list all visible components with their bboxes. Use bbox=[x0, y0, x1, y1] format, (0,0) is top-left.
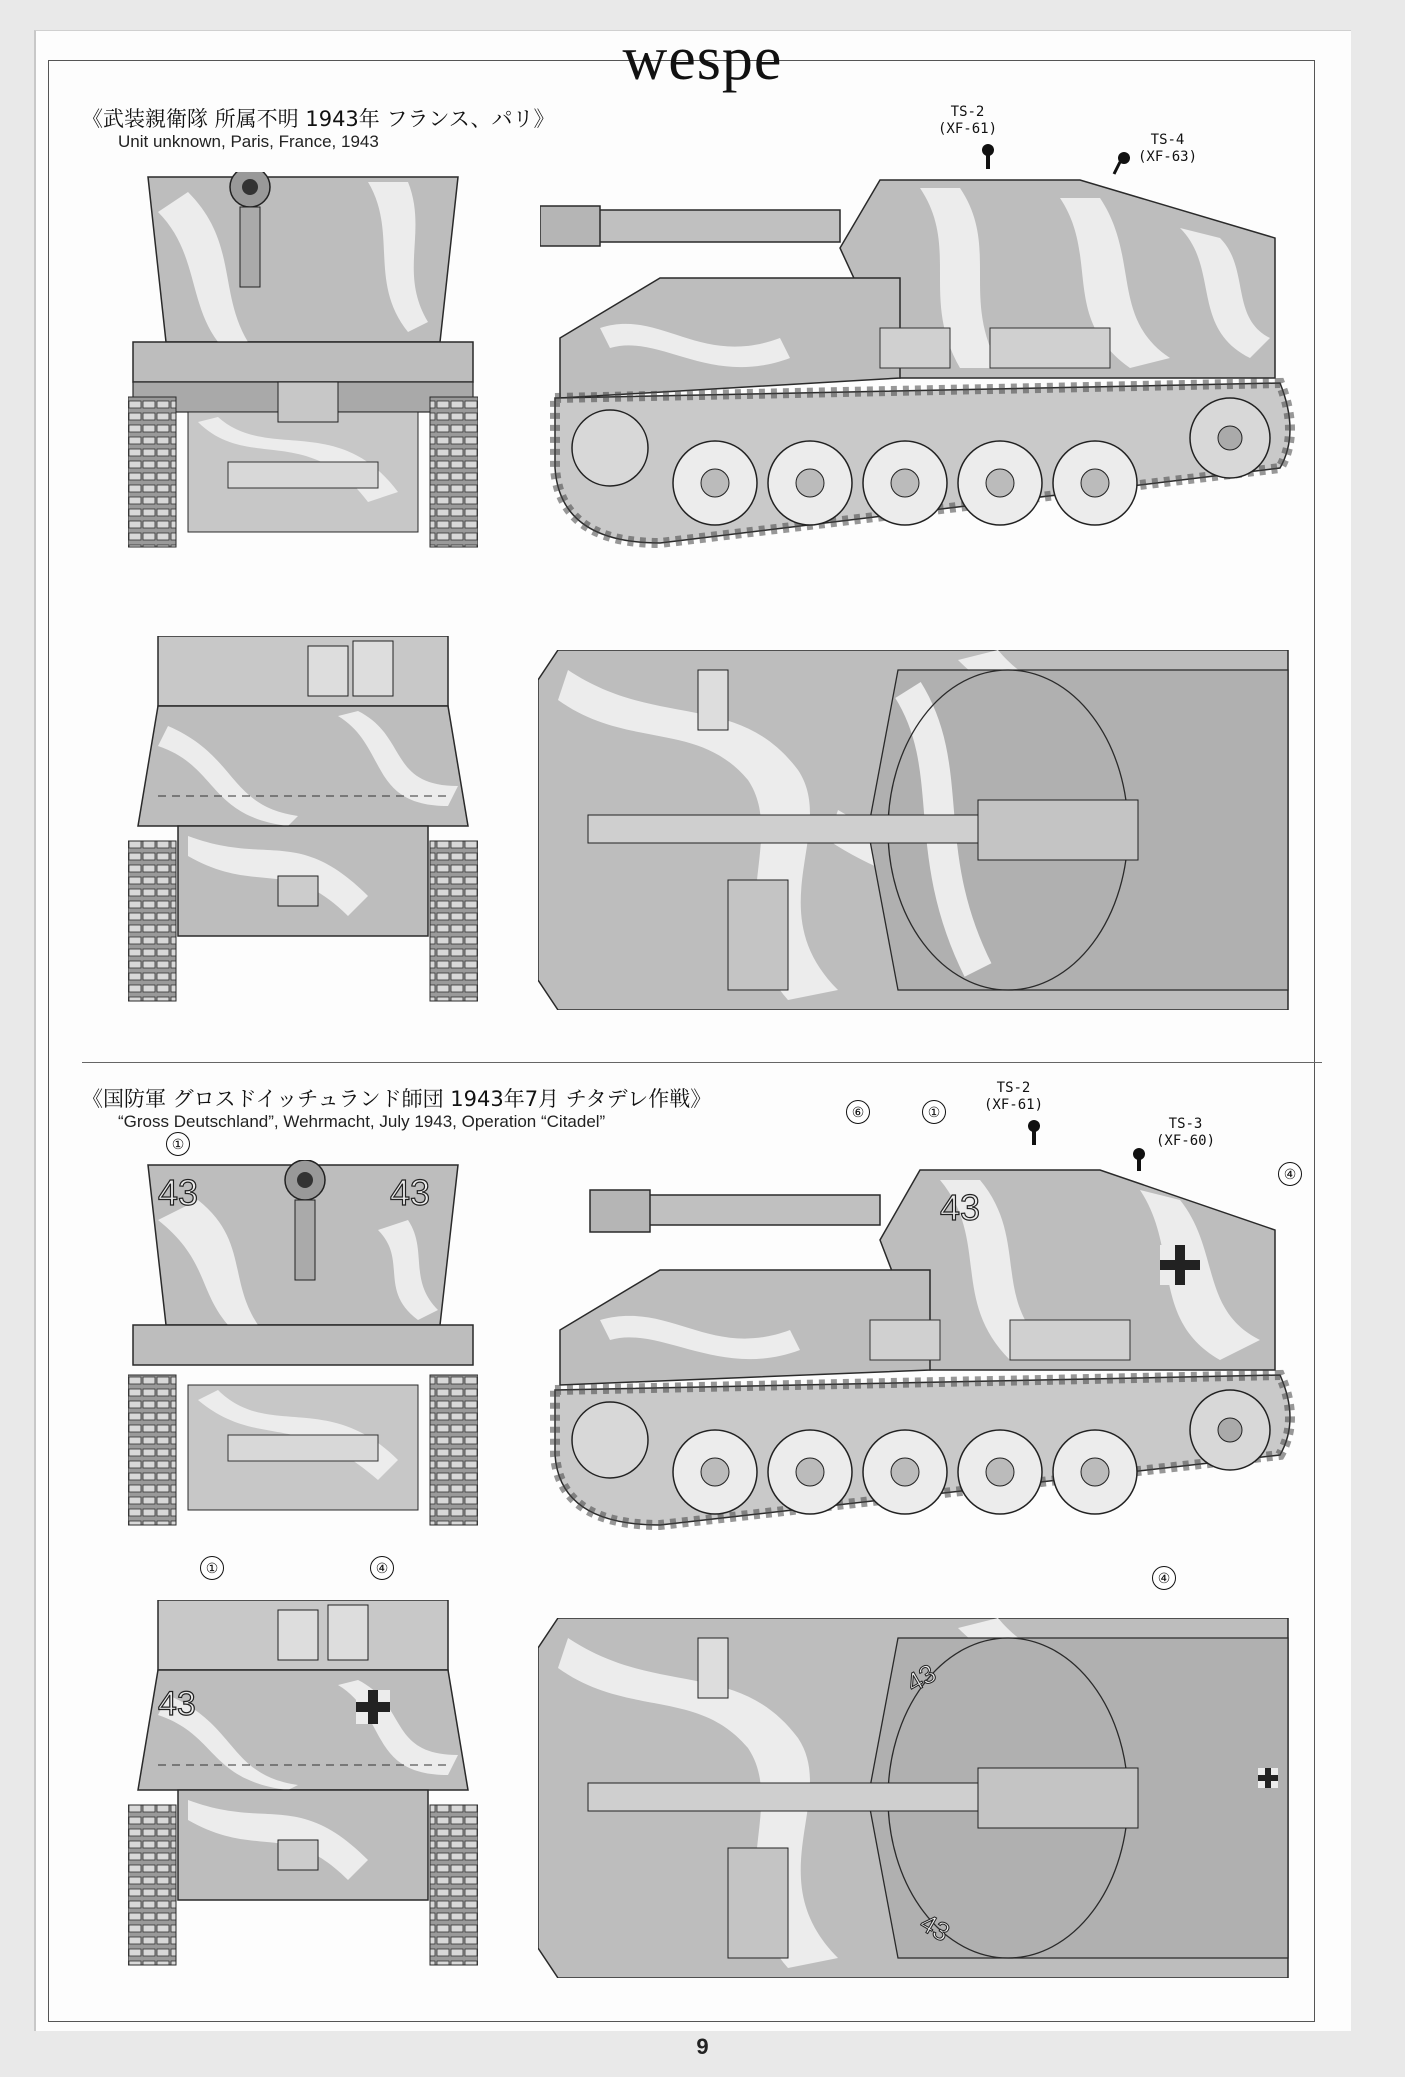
section-2-heading-jp: 《国防軍 グロスドイッチュランド師団 1943年7月 チタデレ作戦》 bbox=[82, 1087, 712, 1111]
vehicle-number-rear: 43 bbox=[158, 1685, 196, 1723]
marking-callout-side-4: ④ bbox=[1278, 1162, 1302, 1186]
marking-callout-top-4: ④ bbox=[1152, 1566, 1176, 1590]
vehicle-number-top-right: 43 bbox=[915, 1907, 956, 1948]
balkenkreuz-icon bbox=[356, 1690, 390, 1724]
vehicle-number-side: 43 bbox=[940, 1187, 981, 1228]
balkenkreuz-icon bbox=[1160, 1245, 1200, 1285]
paint-callout-2b: TS-3 (XF-60) bbox=[1156, 1116, 1216, 1149]
section-2-heading-en: “Gross Deutschland”, Wehrmacht, July 1943, Operation “Citadel” bbox=[118, 1112, 606, 1131]
rear-view-vehicle-1 bbox=[128, 636, 478, 1006]
marking-callout-rear-1: ① bbox=[200, 1556, 224, 1580]
vehicle-number-left: 43 bbox=[158, 1172, 199, 1213]
marking-callout-side-1: ① bbox=[922, 1100, 946, 1124]
vehicle-number-right: 43 bbox=[390, 1172, 431, 1213]
side-view-vehicle-1 bbox=[540, 168, 1330, 548]
paint-callout-1b: TS-4 (XF-63) bbox=[1138, 132, 1198, 165]
front-view-vehicle-2 bbox=[128, 1160, 478, 1530]
document-title: wespe bbox=[622, 25, 783, 93]
top-view-vehicle-1 bbox=[538, 650, 1328, 1010]
paint-callout-2a: TS-2 (XF-61) bbox=[984, 1080, 1044, 1113]
side-view-vehicle-2 bbox=[540, 1150, 1330, 1530]
page-number: 9 bbox=[696, 2034, 709, 2059]
vehicle-number-top-left: 43 bbox=[901, 1657, 942, 1699]
paint-callout-1a: TS-2 (XF-61) bbox=[938, 104, 998, 137]
front-view-vehicle-1 bbox=[128, 172, 478, 550]
marking-callout-front: ① bbox=[166, 1132, 190, 1156]
section-divider bbox=[82, 1062, 1322, 1063]
marking-callout-side-6: ⑥ bbox=[846, 1100, 870, 1124]
section-1-heading-en: Unit unknown, Paris, France, 1943 bbox=[118, 132, 379, 151]
balkenkreuz-icon bbox=[1258, 1768, 1278, 1788]
marking-callout-rear-4: ④ bbox=[370, 1556, 394, 1580]
paint-drop-icon bbox=[1024, 1118, 1044, 1148]
section-1-heading-jp: 《武装親衛隊 所属不明 1943年 フランス、パリ》 bbox=[82, 107, 555, 131]
rear-view-vehicle-2 bbox=[128, 1600, 478, 1970]
top-view-vehicle-2 bbox=[538, 1618, 1328, 1978]
